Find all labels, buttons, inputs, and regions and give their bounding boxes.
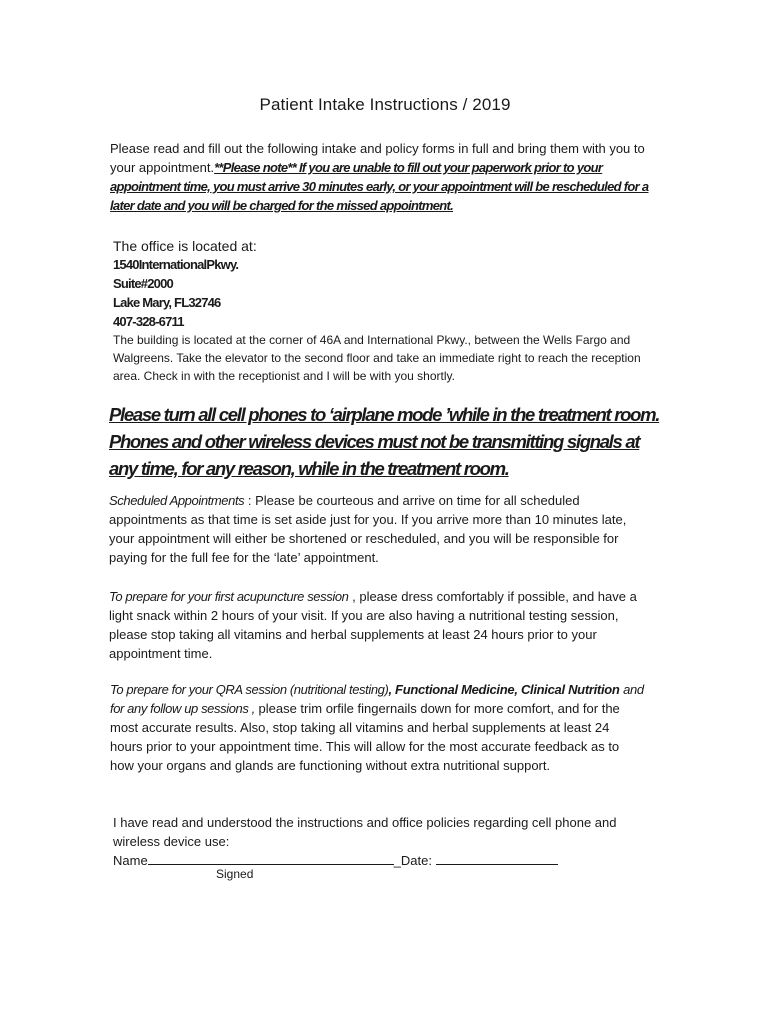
cell-phone-warning: Please turn all cell phones to ‘airplane mode ’while in the treatment room. Phones and other wireless devices must not be transmitting signals at any time, for any reason, while in the treatment room. — [109, 404, 660, 479]
qra-heading: To prepare for your QRA session (nutritional testing) — [110, 682, 389, 697]
first-session-heading: To prepare for your first acupuncture session — [109, 589, 349, 604]
directions-text: The building is located at the corner of 46A and International Pkwy., between the Wells Fargo and Walgreens. Take the elevator to the second floor and take an immediate right to reach the reception area. Check in with the receptionist and I will be with you shortly. — [113, 333, 641, 383]
address-suite: Suite#2000 — [113, 276, 173, 291]
scheduled-text: : Please be courteous and arrive on time for all scheduled appointments as that time is set aside just for you. If you arrive more than 10 minutes late, your appointment will either be shortened or rescheduled, and you will be responsible for paying for the full fee for the ‘late’ appointment. — [109, 493, 627, 565]
page-title: Patient Intake Instructions / 2019 — [259, 95, 511, 114]
signature-row — [113, 851, 583, 870]
intro-text: Please read and fill out the following intake and policy forms in full and bring them with you to your appointment. — [110, 141, 645, 175]
scheduled-heading: Scheduled Appointments — [109, 493, 245, 508]
address-street: 1540InternationalPkwy. — [113, 257, 239, 272]
qra-heading-b: , Functional Medicine, Clinical Nutrition — [388, 682, 620, 697]
signed-label: Signed — [216, 867, 254, 881]
intro-paragraph — [110, 139, 650, 215]
location-label: The office is located at: — [113, 238, 257, 254]
name-label: Name — [113, 853, 148, 868]
qra-heading-c: and for any follow up sessions , — [110, 682, 644, 716]
first-session-paragraph — [109, 587, 654, 663]
qra-text: please trim orfile fingernails down for more comfort, and for the most accurate results. Also, stop taking all vitamins and herbal supplements at least 24 hours prior to your appointment time. This will allow for the most accurate feedback as to how your organs and glands are functioning without extra nutritional support. — [110, 701, 620, 773]
scheduled-appointments-paragraph — [109, 491, 649, 567]
address-phone: 407-328-6711 — [113, 314, 184, 329]
date-label: _Date: — [393, 853, 432, 868]
name-line[interactable] — [148, 852, 394, 865]
intro-note: **Please note** If you are unable to fill out your paperwork prior to your appointment time, you must arrive 30 minutes early, or your appointment will be rescheduled for a later date and you will be charged for the missed appointment. — [110, 160, 649, 213]
acknowledgement-text: I have read and understood the instructions and office policies regarding cell phone and wireless device use: — [113, 815, 617, 849]
first-session-text: , please dress comfortably if possible, and have a light snack within 2 hours of your visit. If you are also having a nutritional testing session, please stop taking all vitamins and herbal supplements at least 24 hours prior to your appointment time. — [109, 589, 637, 661]
date-line[interactable] — [436, 852, 558, 865]
qra-session-paragraph — [110, 680, 645, 775]
address-city: Lake Mary, FL32746 — [113, 295, 221, 310]
